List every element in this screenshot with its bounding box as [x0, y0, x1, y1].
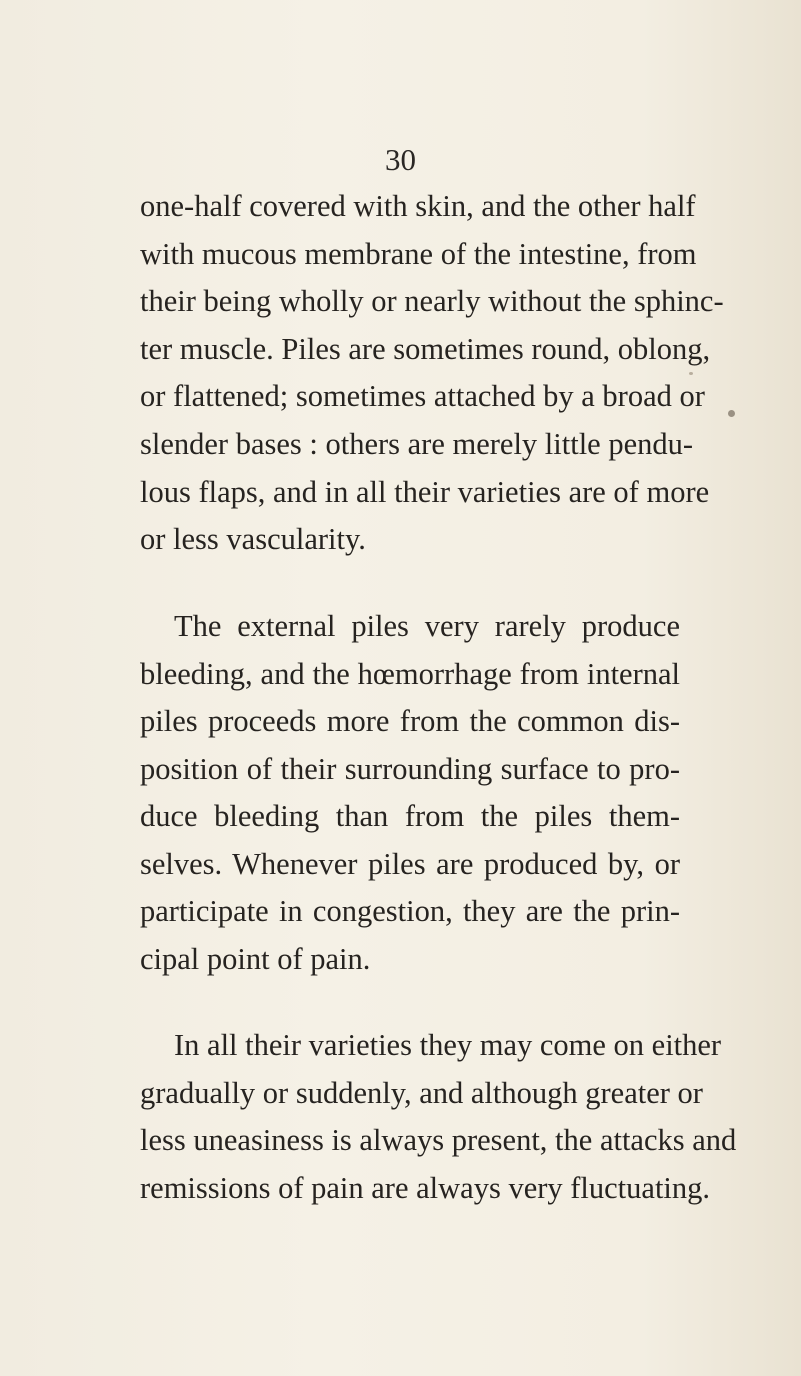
text-line: ter muscle. Piles are sometimes round, oblong,	[140, 332, 711, 366]
text-line: cipal point of pain.	[140, 942, 371, 976]
text-line: position of their surrounding surface to pro-	[140, 752, 680, 786]
text-line: slender bases : others are merely little pendu-	[140, 427, 694, 461]
text-line: their being wholly or nearly without the sphinc-	[140, 284, 724, 318]
text-line: selves. Whenever piles are produced by, or	[140, 847, 680, 881]
ink-speck	[728, 410, 735, 417]
text-line: bleeding, and the hœmorrhage from internal	[140, 657, 680, 691]
page-number: 30	[385, 142, 416, 177]
text-line: The external piles very rarely produce	[174, 609, 680, 643]
text-line: duce bleeding than from the piles them-	[140, 799, 680, 833]
text-line: with mucous membrane of the intestine, from	[140, 237, 697, 271]
ink-speck	[689, 372, 693, 375]
text-line: or less vascularity.	[140, 522, 366, 556]
text-line: less uneasiness is always present, the attacks and	[140, 1123, 737, 1157]
text-line: one-half covered with skin, and the other half	[140, 189, 696, 223]
text-line: gradually or suddenly, and although greater or	[140, 1076, 703, 1110]
text-line: or flattened; sometimes attached by a broad or	[140, 379, 705, 413]
text-line: lous flaps, and in all their varieties are of more	[140, 475, 710, 509]
text-line: remissions of pain are always very fluctuating.	[140, 1171, 711, 1205]
text-line: piles proceeds more from the common dis-	[140, 704, 680, 738]
text-line: In all their varieties they may come on either	[174, 1028, 722, 1062]
text-line: participate in congestion, they are the prin-	[140, 894, 680, 928]
